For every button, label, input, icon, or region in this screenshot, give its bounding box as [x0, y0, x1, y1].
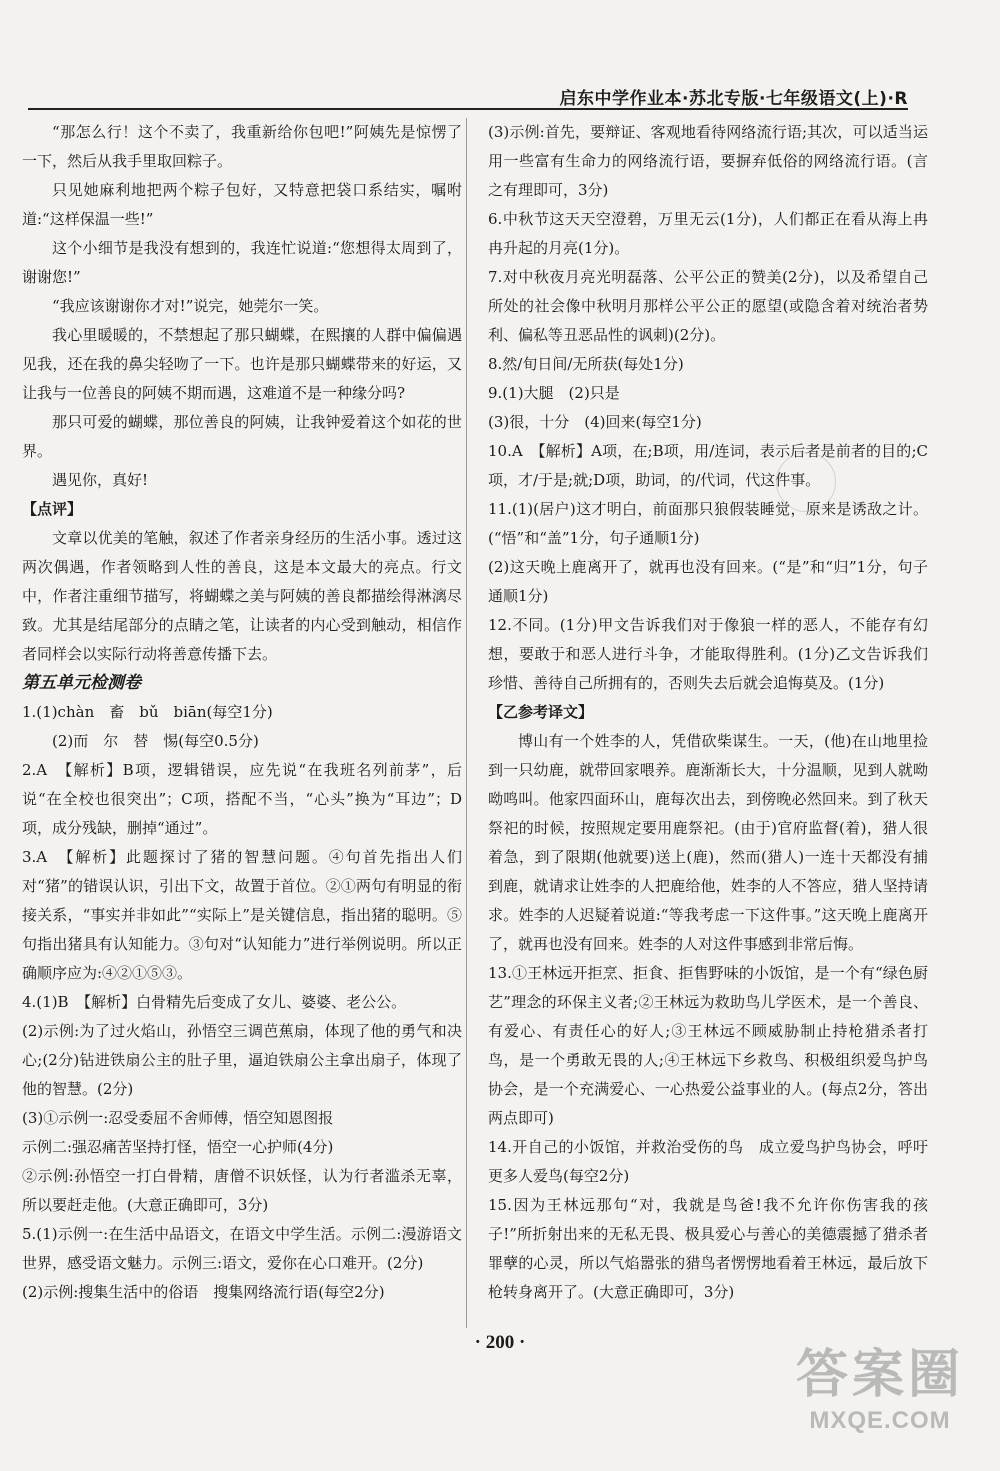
answer-item: 4.(1)B 【解析】白骨精先后变成了女儿、婆婆、老公公。 [22, 993, 407, 1011]
answer-item: 15.因为王林远那句“对，我就是鸟爸!我不允许你伤害我的孩子!”所折射出来的无私无畏、极具爱心与善心的美德震撼了猎杀者罪孽的心灵，所以气焰嚣张的猎鸟者愣愣地看着王林远，最后放下枪转身离开了。(大意正确即可，3分) [488, 1196, 928, 1301]
essay-paragraph: “那怎么行！这个不卖了，我重新给你包吧!”阿姨先是惊愣了一下，然后从我手里取回粽子。 [22, 123, 462, 170]
section-title: 第五单元检测卷 [22, 673, 141, 693]
answer-item: (2)示例:搜集生活中的俗语 搜集网络流行语(每空2分) [22, 1283, 385, 1301]
translation-text: 博山有一个姓李的人，凭借砍柴谋生。一天，(他)在山地里捡到一只幼鹿，就带回家喂养。鹿渐渐长大，十分温顺，见到人就呦呦鸣叫。他家四面环山，鹿每次出去，到傍晚必然回来。到了秋天祭祀的时候，按照规定要用鹿祭祀。(由于)官府监督(着)，猎人很着急，到了限期(他就要)送上(鹿)，然而(猎人)一连十天都没有捕到鹿，就请求让姓李的人把鹿给他，姓李的人不答应，猎人坚持请求。姓李的人迟疑着说道:“等我考虑一下这件事。”这天晚上鹿离开了，就再也没有回来。姓李的人对这件事感到非常后悔。 [488, 732, 928, 953]
answer-item: 6.中秋节这天天空澄碧，万里无云(1分)，人们都正在看从海上冉冉升起的月亮(1分)。 [488, 210, 928, 257]
answer-item: 8.然/旬日间/无所获(每处1分) [488, 355, 684, 373]
answer-item: 2.A 【解析】B项，逻辑错误，应先说“在我班名列前茅”，后说“在全校也很突出”；C项，搭配不当，“心头”换为“耳边”；D项，成分残缺，删掉“通过”。 [22, 761, 462, 837]
left-column [22, 118, 462, 1331]
essay-paragraph: 这个小细节是我没有想到的，我连忙说道:“您想得太周到了，谢谢您!” [22, 239, 462, 286]
answer-item: 示例二:强忍痛苦坚持打怪，悟空一心护师(4分) [22, 1138, 334, 1156]
answer-item: 7.对中秋夜月亮光明磊落、公平公正的赞美(2分)，以及希望自己所处的社会像中秋明月那样公平公正的愿望(或隐含着对统治者势利、偏私等丑恶品性的讽刺)(2分)。 [488, 268, 928, 344]
answer-item: (3)①示例一:忍受委屈不舍师傅，悟空知恩图报 [22, 1109, 334, 1127]
answer-item: (2)这天晚上鹿离开了，就再也没有回来。(“是”和“归”1分，句子通顺1分) [488, 558, 928, 605]
column-divider [466, 118, 467, 1328]
answer-item: (3)很，十分 (4)回来(每空1分) [488, 413, 702, 431]
essay-paragraph: 那只可爱的蝴蝶，那位善良的阿姨，让我钟爱着这个如花的世界。 [22, 413, 462, 460]
answer-item: 12.不同。(1分)甲文告诉我们对于像狼一样的恶人，不能存有幻想，要敢于和恶人进行斗争，才能取得胜利。(1分)乙文告诉我们珍惜、善待自己所拥有的，否则失去后就会追悔莫及。(1分) [488, 616, 928, 692]
answer-item: 14.开自己的小饭馆，并救治受伤的鸟 成立爱鸟护鸟协会，呼吁更多人爱鸟(每空2分) [488, 1138, 928, 1185]
answer-item: 13.①王林远开拒烹、拒食、拒售野味的小饭馆，是一个有“绿色厨艺”理念的环保主义者;②王林远为救助鸟儿学医术，是一个善良、有爱心、有责任心的好人;③王林远不顾威胁制止持枪猎杀者打鸟，是一个勇敢无畏的人;④王林远下乡救鸟、积极组织爱鸟护鸟协会，是一个充满爱心、一心热爱公益事业的人。(每点2分，答出两点即可) [488, 964, 928, 1127]
answer-item: (2)示例:为了过火焰山，孙悟空三调芭蕉扇，体现了他的勇气和决心;(2分)钻进铁扇公主的肚子里，逼迫铁扇公主拿出扇子，体现了他的智慧。(2分) [22, 1022, 462, 1098]
page-number: · 200 · [474, 1332, 526, 1353]
answer-item: 9.(1)大腿 (2)只是 [488, 384, 620, 402]
book-title: 启东中学作业本·苏北专版·七年级语文(上)·R [559, 89, 908, 109]
watermark-url: MXQE.COM [809, 1407, 951, 1434]
answer-item: 5.(1)示例一:在生活中品语文，在语文中学生活。示例二:漫游语文世界，感受语文魅力。示例三:语文，爱你在心口难开。(2分) [22, 1225, 462, 1272]
page-header [28, 84, 908, 110]
translation-tag: 【乙参考译文】 [488, 703, 594, 721]
answer-item: 1.(1)chàn 畜 bǔ biān(每空1分) [22, 703, 273, 721]
watermark-logo-text: 答案圈 [795, 1345, 964, 1405]
comment-text: 文章以优美的笔触，叙述了作者亲身经历的生活小事。透过这两次偶遇，作者领略到人性的善良，这是本文最大的亮点。行文中，作者注重细节描写，将蝴蝶之美与阿姨的善良都描绘得淋漓尽致。尤其是结尾部分的点睛之笔，让读者的内心受到触动，相信作者同样会以实际行动将善意传播下去。 [22, 529, 462, 663]
essay-paragraph: 我心里暖暖的，不禁想起了那只蝴蝶，在熙攘的人群中偏偏遇见我，还在我的鼻尖轻吻了一下。也许是那只蝴蝶带来的好运，又让我与一位善良的阿姨不期而遇，这难道不是一种缘分吗? [22, 326, 462, 402]
answer-item: (3)示例:首先，要辩证、客观地看待网络流行语;其次，可以适当运用一些富有生命力的网络流行语，要摒弃低俗的网络流行语。(言之有理即可，3分) [488, 123, 928, 199]
right-column [488, 118, 928, 1331]
answer-item: ②示例:孙悟空一打白骨精，唐僧不识妖怪，认为行者滥杀无辜，所以要赶走他。(大意正确即可，3分) [22, 1167, 462, 1214]
answer-item: 11.(1)(居户)这才明白，前面那只狼假装睡觉，原来是诱敌之计。(“悟”和“盖”1分，句子通顺1分) [488, 500, 928, 547]
header-rule [28, 108, 908, 110]
answer-item: (2)而 尔 替 惕(每空0.5分) [52, 732, 259, 750]
essay-paragraph: “我应该谢谢你才对!”说完，她莞尔一笑。 [52, 297, 329, 315]
comment-tag: 【点评】 [22, 500, 83, 518]
essay-paragraph: 遇见你，真好! [52, 471, 149, 489]
answer-item: 10.A 【解析】A项，在;B项，用/连词，表示后者是前者的目的;C项，才/于是;就;D项，助词，的/代词，代这件事。 [488, 442, 928, 489]
site-watermark [780, 1343, 980, 1453]
answer-item: 3.A 【解析】此题探讨了猪的智慧问题。④句首先指出人们对“猪”的错误认识，引出下文，故置于首位。②①两句有明显的衔接关系，“事实并非如此”“实际上”是关键信息，指出猪的聪明。⑤句指出猪具有认知能力。③句对“认知能力”进行举例说明。所以正确顺序应为:④②①⑤③。 [22, 848, 462, 982]
essay-paragraph: 只见她麻利地把两个粽子包好，又特意把袋口系结实，嘱咐道:“这样保温一些!” [22, 181, 462, 228]
faint-stamp [776, 452, 836, 512]
